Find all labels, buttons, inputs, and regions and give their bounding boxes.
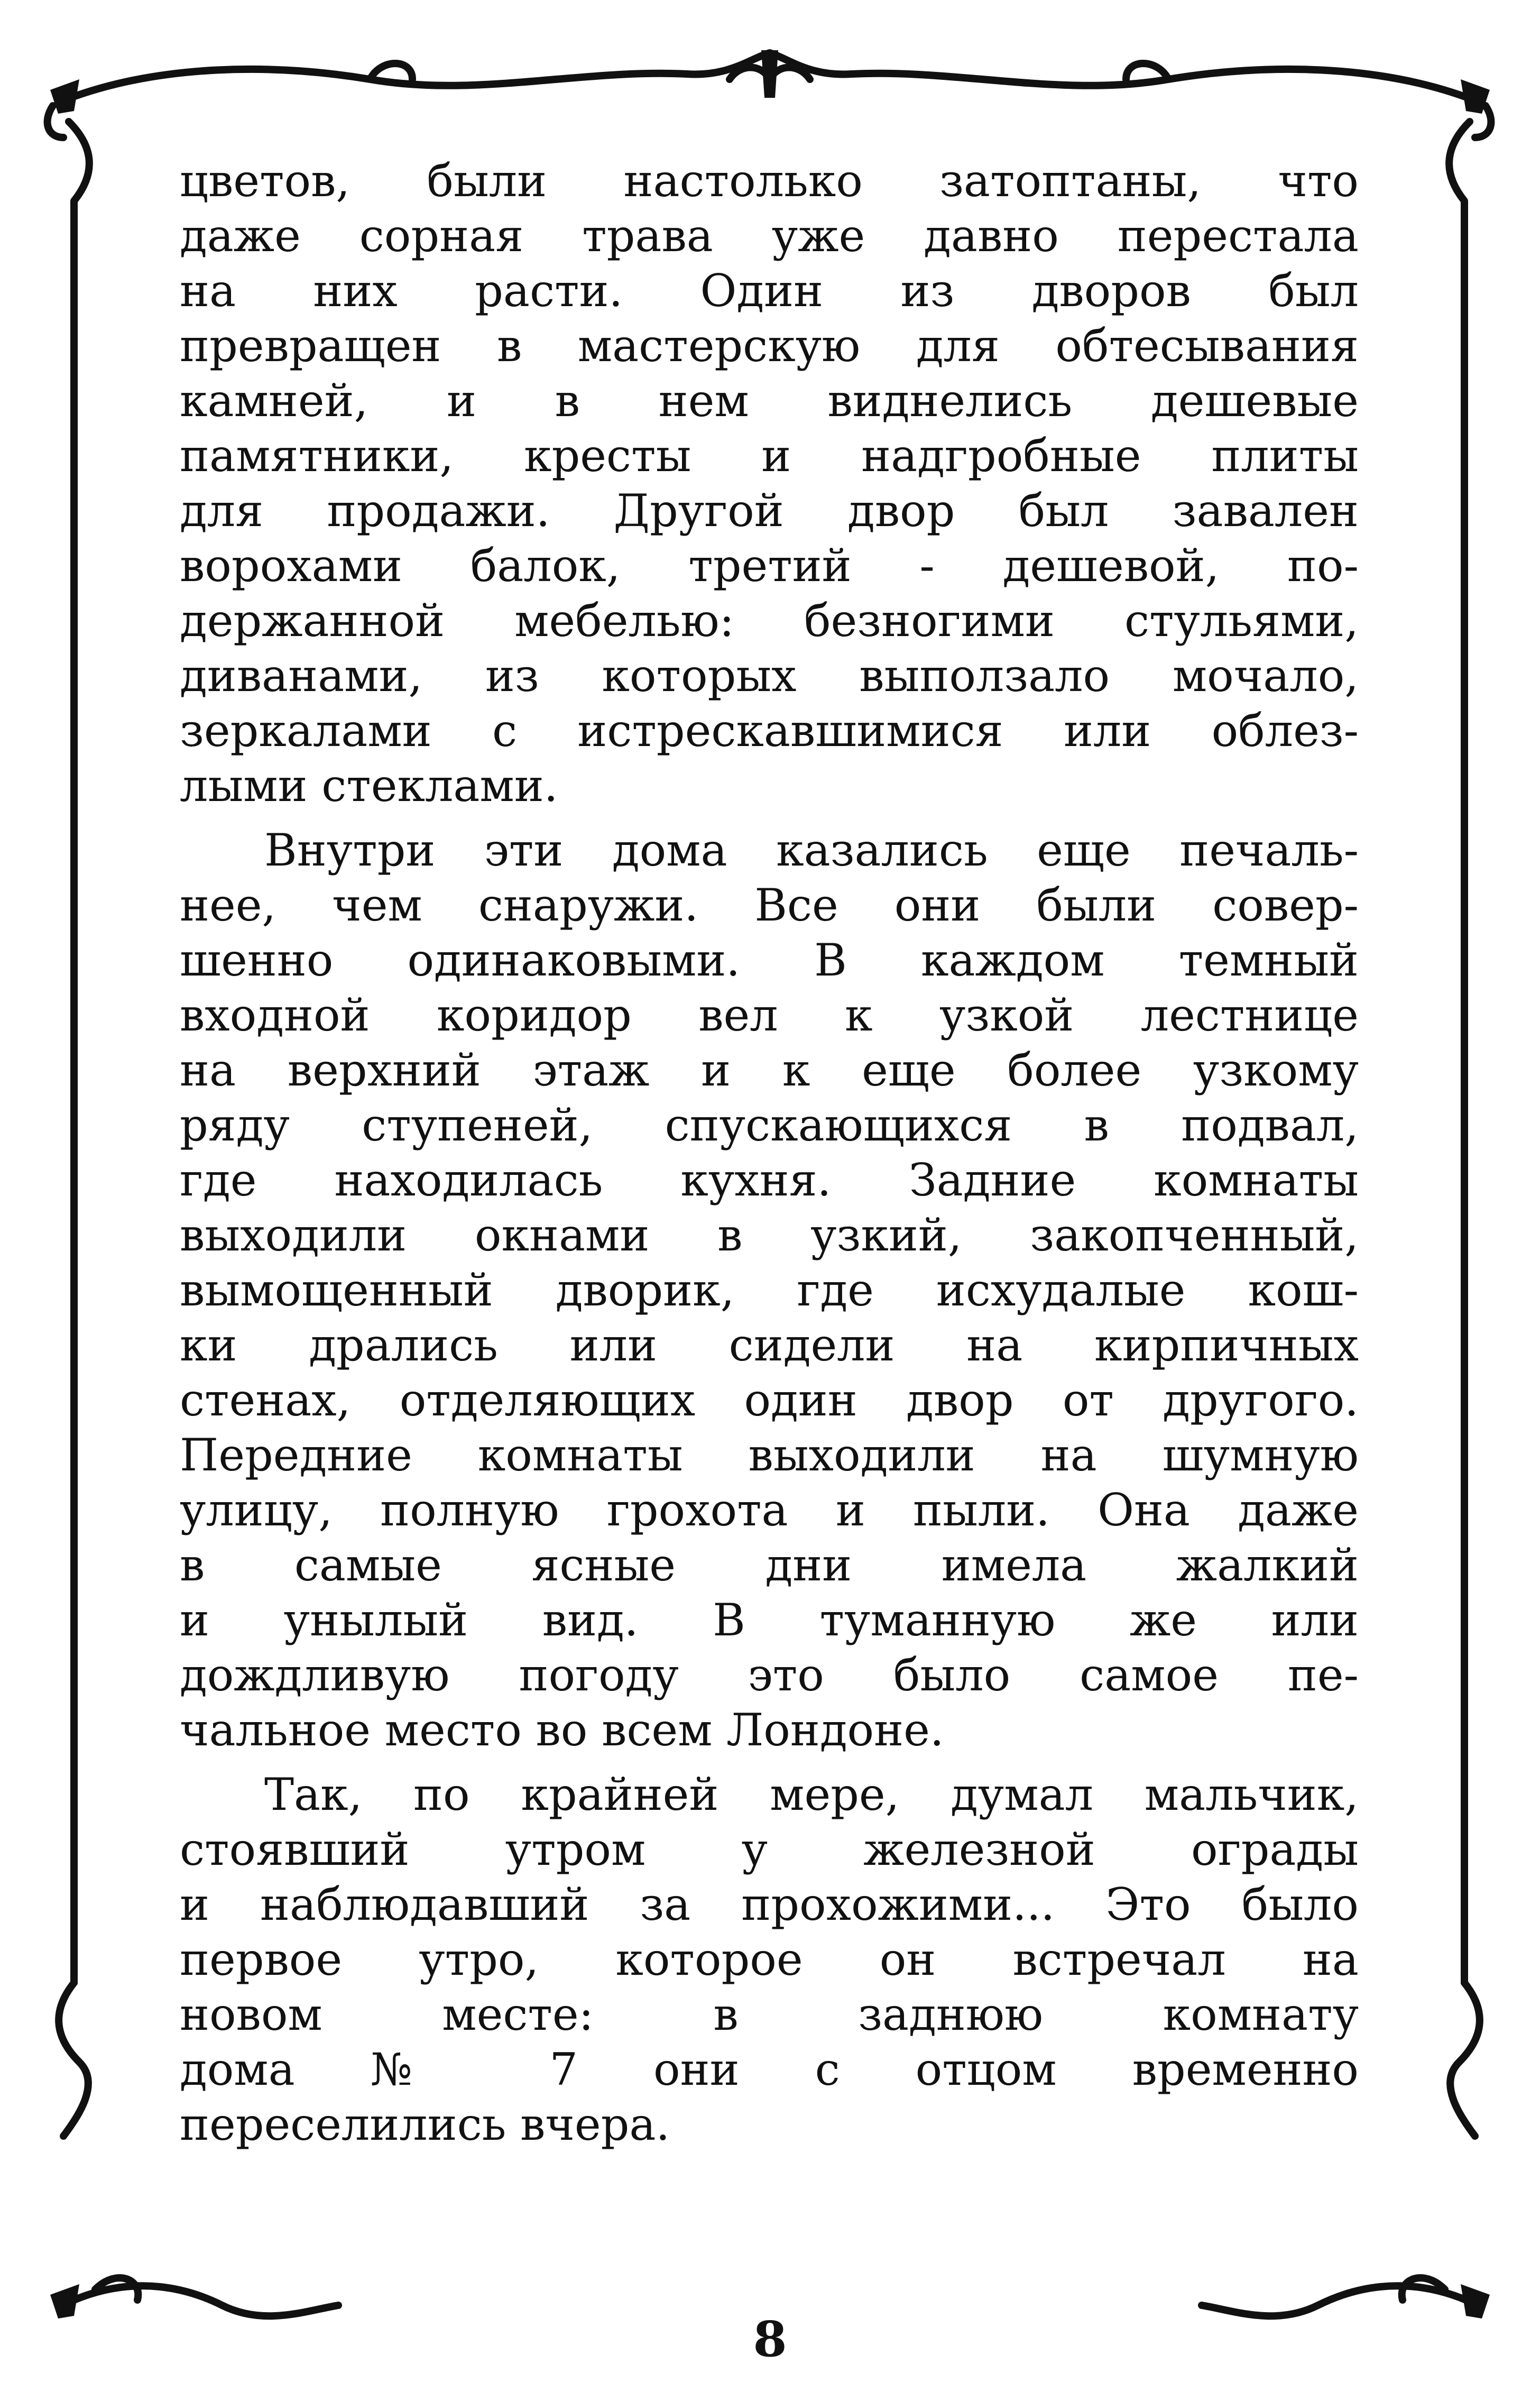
left-border (69, 122, 89, 1983)
text-line: цветов, были настолько затоптаны, что (180, 155, 1359, 207)
text-line: для продажи. Другой двор был завален (180, 485, 1359, 537)
paragraph (180, 153, 1359, 813)
text-line: камней, и в нем виднелись дешевые (180, 375, 1359, 427)
paragraph (180, 823, 1359, 1758)
page-number: 8 (753, 2311, 787, 2368)
text-line: и унылый вид. В туманную же или (180, 1594, 1359, 1646)
text-line: памятники, кресты и надгробные плиты (180, 430, 1359, 482)
text-line: Так, по крайней мере, думал мальчик, (264, 1769, 1359, 1820)
text-line: зеркалами с истрескавшимися или облез- (180, 705, 1359, 757)
text-line: нее, чем снаружи. Все они были совер- (180, 879, 1359, 931)
right-border (1449, 122, 1470, 1983)
text-line: стенах, отделяющих один двор от другого. (180, 1374, 1359, 1426)
text-line: ки дрались или сидели на кирпичных (180, 1319, 1359, 1371)
text-line: в самые ясные дни имела жалкий (180, 1539, 1359, 1591)
paragraph (180, 1767, 1359, 2152)
text-line: даже сорная трава уже давно перестала (180, 210, 1359, 262)
text-line: дома № 7 они с отцом временно (180, 2044, 1359, 2095)
top-center-ornament (761, 50, 778, 98)
text-line: улицу, полную грохота и пыли. Она даже (180, 1484, 1359, 1536)
text-line: стоявший утром у железной ограды (180, 1824, 1359, 1875)
text-line: лыми стеклами. (180, 760, 558, 812)
text-line: ворохами балок, третий - дешевой, по- (180, 540, 1359, 592)
body-text (180, 153, 1359, 2161)
text-line: новом месте: в заднюю комнату (180, 1989, 1359, 2040)
text-line: первое утро, которое он встречал на (180, 1934, 1359, 1985)
text-line: на верхний этаж и к еще более узкому (180, 1044, 1359, 1096)
text-line: держанной мебелью: безногими стульями, (180, 595, 1359, 647)
text-line: Передние комнаты выходили на шумную (180, 1429, 1359, 1481)
text-line: превращен в мастерскую для обтесывания (180, 320, 1359, 372)
text-line: дождливую погоду это было самое пе- (180, 1649, 1359, 1701)
text-line: вымощенный дворик, где исхудалые кош- (180, 1264, 1359, 1316)
text-line: Внутри эти дома казались еще печаль- (264, 824, 1359, 876)
text-line: выходили окнами в узкий, закопченный, (180, 1209, 1359, 1261)
text-line: диванами, из которых выползало мочало, (180, 650, 1359, 702)
text-line: переселились вчера. (180, 2099, 670, 2150)
text-line: чальное место во всем Лондоне. (180, 1704, 944, 1756)
text-line: на них расти. Один из дворов был (180, 265, 1359, 317)
text-line: где находилась кухня. Задние комнаты (180, 1154, 1359, 1206)
text-line: ряду ступеней, спускающихся в подвал, (180, 1099, 1359, 1151)
text-line: шенно одинаковыми. В каждом темный (180, 934, 1359, 986)
text-line: и наблюдавший за прохожими... Это было (180, 1879, 1359, 1930)
text-line: входной коридор вел к узкой лестнице (180, 989, 1359, 1041)
